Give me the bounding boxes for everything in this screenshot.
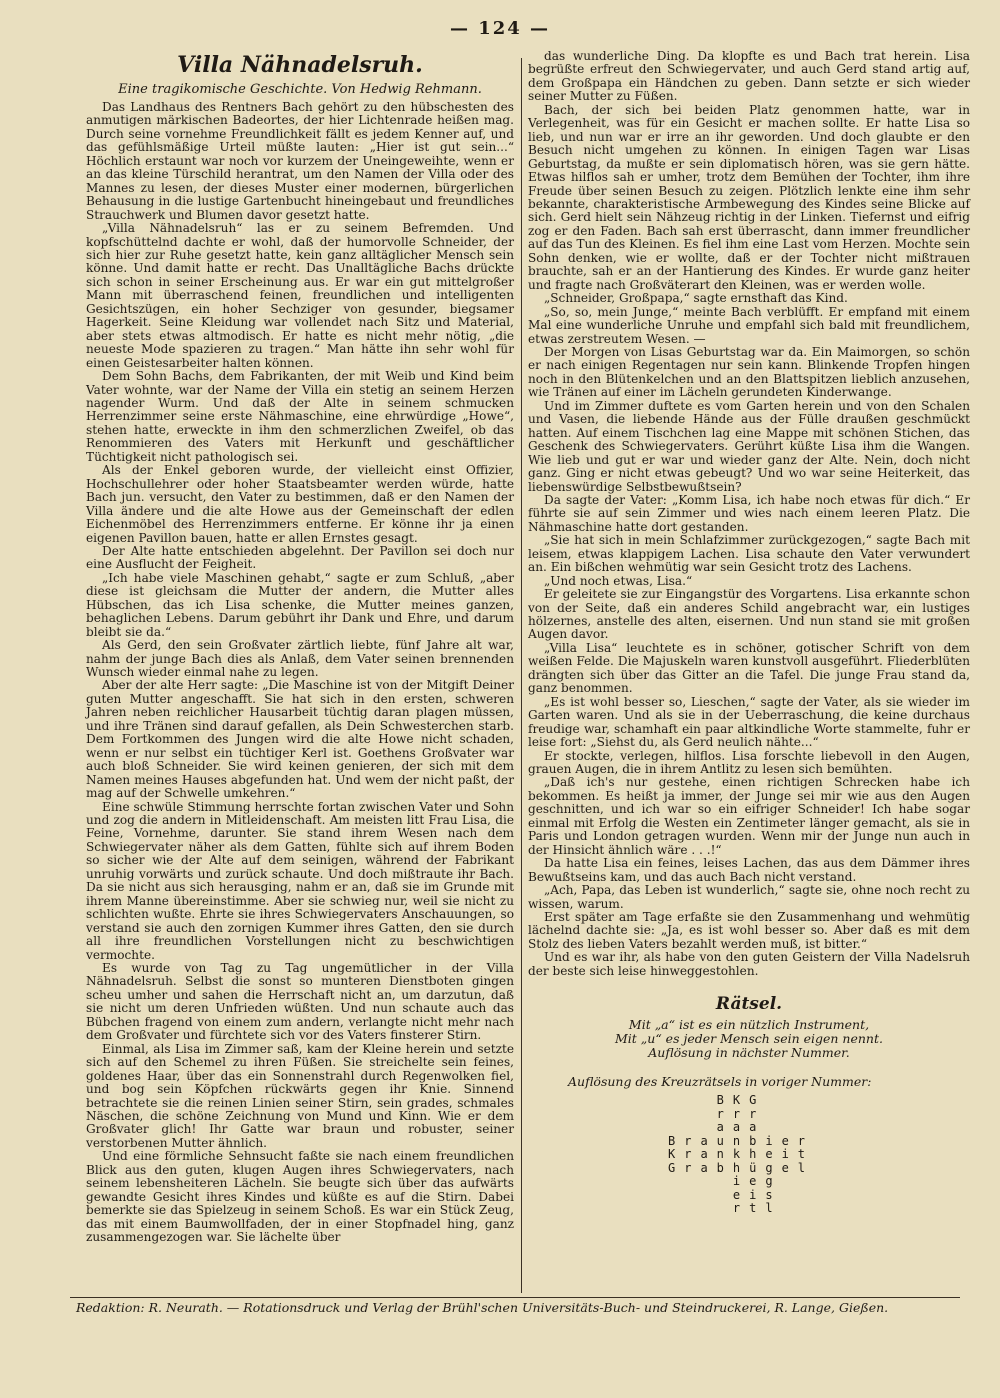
paragraph: Da sagte der Vater: „Komm Lisa, ich habe noch etwas für dich.“ Er führte sie auf sein Zimmer und wies nach einem leeren Platz. Die Nähmaschine hatte dort gestanden. <box>528 492 970 534</box>
paragraph: Und im Zimmer duftete es vom Garten herein und von den Schalen und Vasen, die liebende Hände aus der Fülle draußen geschmückt hatten. Auf einem Tischchen lag eine Mappe mit schönen Stichen, das Geschenk des Schwiegervaters. Gerührt küßte Lisa ihm die Wangen. Wie lieb und gut er war und wieder ganz der Alte. Nein, doch nicht ganz. Ging er nicht etwas gebeugt? Und wo war seine Heiterkeit, das liebenswürdige Selbstbewußtsein? <box>528 398 970 494</box>
paragraph: Das Landhaus des Rentners Bach gehört zu den hübschesten des anmutigen märkischen Badeortes, der hier Lichtenrade heißen mag. Durch seine vornehme Freundlichkeit fällt es jedem Kenner auf, und das gefühlsmäßige Urteil müßte lauten: „Hier ist gut sein...“ Höchlich erstaunt war noch vor kurzem der Uneingeweihte, wenn er an das kleine Türschild herantrat, um den Namen der Villa oder des Mannes zu lesen, der dieses Muster einer modernen, bürgerlichen Behausung in die lustige Gartenbucht hineingebaut und freundliches Strauchwerk und Blumen davor gesetzt hatte. <box>86 100 514 222</box>
imprint-footer: Redaktion: R. Neurath. — Rotationsdruck und Verlag der Brühl'schen Universitäts-Buch- und Steindruckerei, R. Lange, Gießen. <box>76 1300 889 1315</box>
column-divider <box>521 58 522 1293</box>
right-column <box>528 49 970 1216</box>
riddle-line: Auflösung in nächster Nummer. <box>648 1045 850 1061</box>
riddle-line: Mit „a“ ist es ein nützlich Instrument, <box>628 1017 870 1033</box>
paragraph: „Schneider, Großpapa,“ sagte ernsthaft das Kind. <box>544 291 848 306</box>
riddle-title: Rätsel. <box>715 994 783 1015</box>
paragraph: „Daß ich's nur gestehe, einen richtigen Schrecken habe ich bekommen. Es heißt ja immer, der Junge sei mir wie aus den Augen geschnitten, und ich war so ein eifriger Schneider! Ich habe sogar einmal mit Erfolg die Westen ein Zentimeter länger gemacht, als sie in Paris und London getragen wurden. Wenn mir der Junge nun auch in der Hinsicht ähnlich wäre . . .!“ <box>528 775 970 857</box>
paragraph: Der Morgen von Lisas Geburtstag war da. Ein Maimorgen, so schön er nach einigen Regentagen nur sein kann. Blinkende Tropfen hingen noch in den Blütenkelchen und an den Blattspitzen lieblich anzusehen, wie Tränen auf einer im Lächeln gerundeten Kinderwange. <box>528 344 970 400</box>
paragraph: Und eine förmliche Sehnsucht faßte sie nach einem freundlichen Blick aus den guten, klugen Augen ihres Schwiegervaters, nach seinem lebensheiteren Lächeln. Sie beugte sich über das aufwärts gewandte Gesicht ihres Kindes und küßte es auf die Stirn. Dabei bemerkte sie das Spielzeug in seinem Schoß. Es war ein Stück Zeug, das mit einem Baumwollfaden, der in einer Stopfnadel hing, ganz zusammengezogen war. Sie lächelte über <box>86 1149 514 1245</box>
paragraph: Dem Sohn Bachs, dem Fabrikanten, der mit Weib und Kind beim Vater wohnte, war der Name der Villa ein stetig an seinem Herzen nagender Wurm. Und daß der Alte in seinem schmucken Herrenzimmer seine erste Nähmaschine, eine ehrwürdige „Howe“, stehen hatte, erweckte in ihm den schmerzlichen Zweifel, ob das Renommieren des Vaters mit Herkunft und geschäftlicher Tüchtigkeit nicht pathologisch sei. <box>86 369 514 464</box>
paragraph: Er geleitete sie zur Eingangstür des Vorgartens. Lisa erkannte schon von der Seite, daß ein anderes Schild angebracht war, ein lustiges hölzernes, anstelle des alten, eisernen. Und nun stand sie mit großen Augen davor. <box>528 587 970 642</box>
paragraph: Einmal, als Lisa im Zimmer saß, kam der Kleine herein und setzte sich auf den Schemel zu ihren Füßen. Sie streichelte sein feines, goldenes Haar, über das ein Sonnenstrahl durch Regenwolken fiel, und bog sein Köpfchen rückwärts gegen ihr Knie. Sinnend betrachtete sie die reinen Linien seiner Stirn, sein grades, schmales Näschen, die schöne Zeichnung von Mund und Kinn. Wie er dem Großvater glich! Ihr Gatte war braun und robuster, seiner verstorbenen Mutter ähnlich. <box>86 1041 514 1150</box>
paragraph: „Villa Nähnadelsruh“ las er zu seinem Befremden. Und kopfschüttelnd dachte er wohl, daß der humorvolle Schneider, der sich hier zur Ruhe gesetzt hatte, kein ganz alltäglicher Mensch sein könne. Und damit hatte er recht. Das Unalltägliche Bachs drückte sich schon in seiner Erscheinung aus. Er war ein gut mittelgroßer Mann mit überraschend feinen, freundlichen und intelligenten Gesichtszügen, ein hoher Sechziger von gesunder, biegsamer Hagerkeit. Seine Kleidung war vollendet nach Sitz und Material, aber stets etwas altmodisch. Er hatte es nicht mehr nötig, „die neueste Mode spazieren zu tragen.“ Man hätte ihn sehr wohl für einen Geistesarbeiter halten können. <box>86 221 514 370</box>
grid-row: rrr <box>668 1106 766 1121</box>
paragraph: „Ach, Papa, das Leben ist wunderlich,“ sagte sie, ohne noch recht zu wissen, warum. <box>528 883 970 911</box>
crossword-solution-grid <box>668 1093 828 1216</box>
paragraph: „Sie hat sich in mein Schlafzimmer zurückgezogen,“ sagte Bach mit leisem, etwas klappigem Lachen. Lisa schaute den Vater verwundert an. Ein bißchen wehmütig war sein Gesicht trotz des Lachens. <box>528 533 970 575</box>
paragraph: Es wurde von Tag zu Tag ungemütlicher in der Villa Nähnadelsruh. Selbst die sonst so munteren Dienstboten gingen scheu umher und sahen die Herrschaft nicht an, um darzutun, daß sie nicht um deren Unfrieden wüßten. Und nun schaute auch das Bübchen fragend von einem zum andern, verlangte nicht mehr nach dem Großvater und fürchtete sich vor des Vaters finsterer Stirn. <box>86 961 514 1043</box>
article-subtitle: Eine tragikomische Geschichte. Von Hedwig Rehmann. <box>118 82 482 97</box>
grid-row: BKG <box>668 1093 766 1108</box>
paragraph: das wunderliche Ding. Da klopfte es und Bach trat herein. Lisa begrüßte erfreut den Schwiegervater, und auch Gerd stand artig auf, dem Großpapa ein Händchen zu geben. Dann setzte er sich wieder seiner Mutter zu Füßen. <box>528 49 970 104</box>
paragraph: Als Gerd, den sein Großvater zärtlich liebte, fünf Jahre alt war, nahm der junge Bach dies als Anlaß, dem Vater seinen brennenden Wunsch wieder einmal nahe zu legen. <box>86 638 514 680</box>
grid-row: rtl <box>668 1201 782 1216</box>
paragraph: Der Alte hatte entschieden abgelehnt. Der Pavillon sei doch nur eine Ausflucht der Feigheit. <box>86 543 514 572</box>
left-column <box>86 50 514 1245</box>
paragraph: „Es ist wohl besser so, Lieschen,“ sagte der Vater, als sie wieder im Garten waren. Und als sie in der Ueberraschung, die keine durchaus freudige war, schamhaft ein paar altkindliche Worte stammelte, fuhr er leise fort: „Siehst du, als Gerd neulich nähte...“ <box>528 694 970 750</box>
right-paragraphs <box>528 50 970 978</box>
page-number: — 124 — <box>449 18 551 39</box>
paragraph: „So, so, mein Junge,“ meinte Bach verblüfft. Er empfand mit einem Mal eine wunderliche Unruhe und empfahl sich bald mit freundlichem, etwas zerstreutem Wesen. — <box>528 304 970 346</box>
article-title: Villa Nähnadelsruh. <box>177 52 423 78</box>
grid-row: Krankheit <box>668 1147 815 1162</box>
solution-title: Auflösung des Kreuzrätsels in voriger Nummer: <box>568 1074 872 1090</box>
paragraph: Erst später am Tage erfaßte sie den Zusammenhang und wehmütig lächelnd dachte sie: „Ja, es ist wohl besser so. Aber daß es mit dem Stolz des lieben Vaters bezahlt werden muß, ist bitter.“ <box>528 910 970 951</box>
grid-row: Braunbier <box>668 1133 815 1148</box>
paragraph: Als der Enkel geboren wurde, der vielleicht einst Offizier, Hochschullehrer oder hoher Staatsbeamter werden würde, hatte Bach jun. versucht, den Vater zu bestimmen, daß er den Namen der Villa ändere und die alte Howe aus der Gemeinschaft der edlen Eichenmöbel des Herrenzimmers entferne. Er könne ihr ja einen eigenen Pavillon bauen, hatte er allen Ernstes gesagt. <box>86 463 514 545</box>
paragraph: Da hatte Lisa ein feines, leises Lachen, das aus dem Dämmer ihres Bewußtseins kam, und das auch Bach nicht verstand. <box>528 856 970 884</box>
paragraph: Er stockte, verlegen, hilflos. Lisa forschte liebevoll in den Augen, grauen Augen, die in ihrem Antlitz zu lesen sich bemühten. <box>528 748 970 777</box>
grid-row: ieg <box>668 1174 782 1189</box>
grid-row: eis <box>668 1187 782 1202</box>
left-paragraphs <box>86 101 514 1245</box>
footer-rule <box>70 1297 960 1298</box>
paragraph: „Und noch etwas, Lisa.“ <box>544 573 693 588</box>
paragraph: „Villa Lisa“ leuchtete es in schöner, gotischer Schrift von dem weißen Felde. Die Majuskeln waren kunstvoll ausgeführt. Fliederblüten drängten sich über das Gitter an die Tafel. Die junge Frau stand da, ganz benommen. <box>528 640 970 696</box>
paragraph: „Ich habe viele Maschinen gehabt,“ sagte er zum Schluß, „aber diese ist gleichsam die Mutter der andern, die Mutter alles Hübschen, das ich Lisa schenke, die Mutter meines ganzen, behaglichen Lebens. Darum gebührt ihr Dank und Ehre, und darum bleibt sie da.“ <box>86 570 514 639</box>
paragraph: Und es war ihr, als habe von den guten Geistern der Villa Nadelsruh der beste sich leise hinweggestohlen. <box>528 950 970 978</box>
paragraph: Aber der alte Herr sagte: „Die Maschine ist von der Mitgift Deiner guten Mutter angeschafft. Sie hat sich in den ersten, schweren Jahren neben reichlicher Hausarbeit tüchtig daran plagen müssen, und ihre Tränen sind darauf gefallen, als Dein Schwesterchen starb. Dem Fortkommen des Jungen wird die alte Howe nicht schaden, wenn er nur selbst ein tüchtiger Kerl ist. Goethens Großvater war auch bloß Schneider. Sie wird keinen genieren, der sich mit dem Namen meines Hauses abgefunden hat. Und wem der nicht paßt, der mag auf der Schwelle umkehren.“ <box>86 678 514 801</box>
paragraph: Eine schwüle Stimmung herrschte fortan zwischen Vater und Sohn und zog die andern in Mitleidenschaft. Am meisten litt Frau Lisa, die Feine, Vornehme, darunter. Sie stand ihrem Wesen nach dem Schwiegervater näher als dem Gatten, fühlte sich auf ihrem Boden so sicher wie der Alte auf dem seinigen, während der Fabrikant unruhig vorwärts und zurück schaute. Und doch mißtraute ihr Bach. Da sie nicht aus sich herausging, nahm er an, daß sie im Grunde mit ihrem Manne übereinstimme. Aber sie schwieg nur, weil sie nicht zu schlichten wußte. Ehrte sie ihres Schwiegervaters Anschauungen, so verstand sie auch den zornigen Kummer ihres Gatten, den sie durch all ihre freundlichen Vorstellungen nicht zu beschwichtigen vermochte. <box>86 799 514 962</box>
grid-row: aaa <box>668 1120 766 1135</box>
paragraph: Bach, der sich bei beiden Platz genommen hatte, war in Verlegenheit, was für ein Gesicht er machen sollte. Er hatte Lisa so lieb, und nun war er irre an ihr geworden. Und doch glaubte er den Besuch nicht umgehen zu können. In einigen Tagen war Lisas Geburtstag, da mußte er sein diplomatisch hören, was sie gern hätte. Etwas hilflos sah er umher, trotz dem Bemühen der Tochter, ihm ihre Freude über seinen Besuch zu zeigen. Plötzlich lenkte eine ihm sehr bekannte, charakteristische Armbewegung des Kindes seine Blicke auf sich. Gerd hielt sein Nähzeug richtig in der Linken. Tiefernst und eifrig zog er den Faden. Bach sah erst überrascht, dann immer freundlicher auf das Tun des Kleinen. Es fiel ihm eine Last vom Herzen. Mochte sein Sohn denken, wie er wollte, daß er der Tochter nicht mißtrauen brauchte, sah er an der Hantierung des Kindes. Er wurde ganz heiter und fragte nach Großväterart den Kleinen, was er werden wolle. <box>528 102 970 292</box>
grid-row: Grabhügel <box>668 1160 815 1175</box>
riddle-line: Mit „u“ es jeder Mensch sein eigen nennt. <box>615 1031 883 1047</box>
